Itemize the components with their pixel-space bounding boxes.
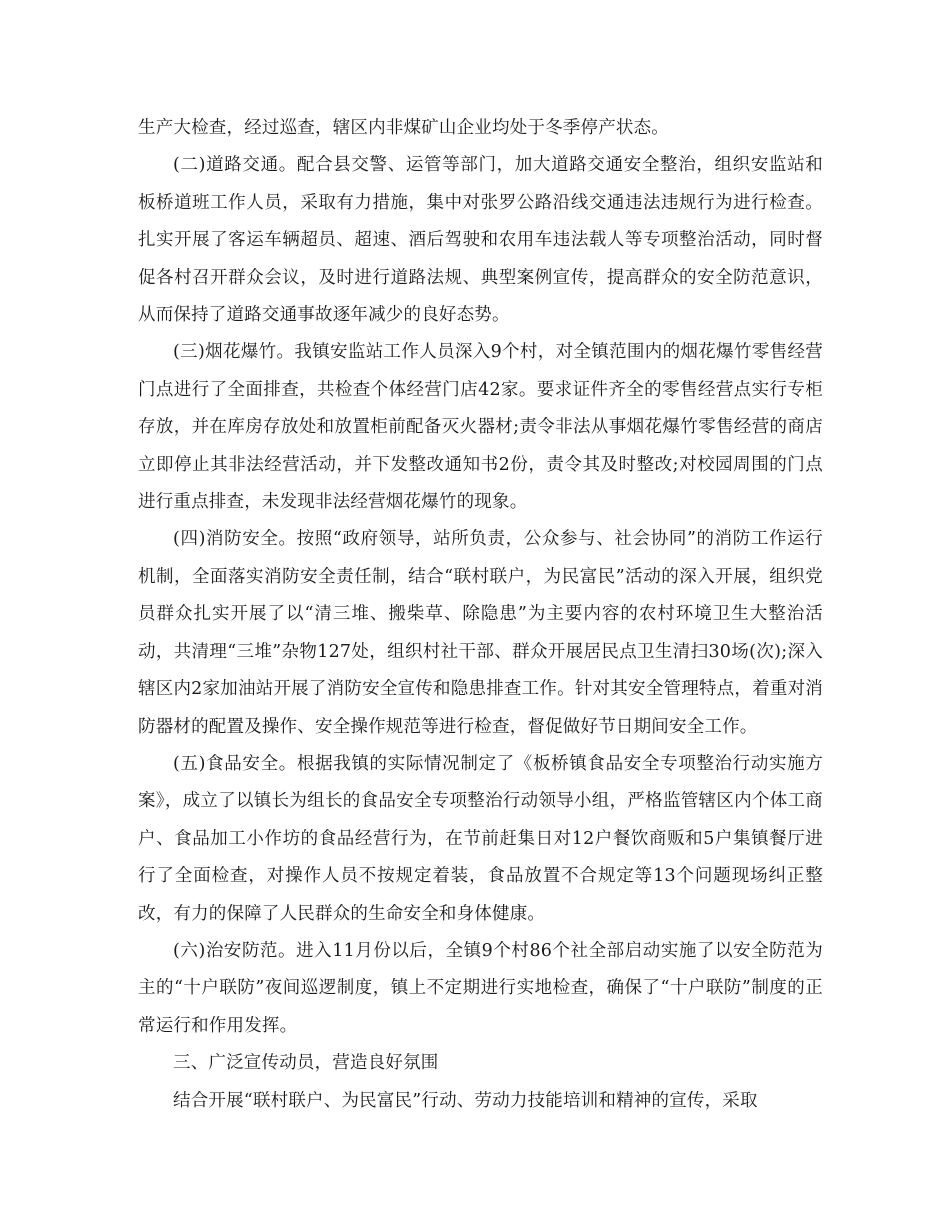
paragraph-fireworks: (三)烟花爆竹。我镇安监站工作人员深入9个村，对全镇范围内的烟花爆竹零售经营门点进行了全面排查，共检查个体经营门店42家。要求证件齐全的零售经营点实行专柜存放，并在库房存放处和放置柜前配备灭火器材;责令非法从事烟花爆竹零售经营的商店立即停止其非法经营活动，并下发整改通知书2份，责令其及时整改;对校园周围的门点进行重点排查，未发现非法经营烟花爆竹的现象。	[138, 342, 823, 513]
paragraph-road-traffic: (二)道路交通。配合县交警、运管等部门，加大道路交通安全整治，组织安监站和板桥道班工作人员，采取有力措施，集中对张罗公路沿线交通违法违规行为进行检查。扎实开展了客运车辆超员、超速、酒后驾驶和农用车违法载人等专项整治活动，同时督促各村召开群众会议，及时进行道路法规、典型案例宣传，提高群众的安全防范意识，从而保持了道路交通事故逐年减少的良好态势。	[138, 155, 823, 326]
section-heading-publicity: 三、广泛宣传动员，营造良好氛围	[173, 1053, 439, 1074]
paragraph-public-security: (六)治安防范。进入11月份以后，全镇9个村86个社全部启动实施了以安全防范为主的“十户联防”夜间巡逻制度，镇上不定期进行实地检查，确保了“十户联防”制度的正常运行和作用发挥。	[138, 940, 823, 1036]
paragraph-food-safety: (五)食品安全。根据我镇的实际情况制定了《板桥镇食品安全专项整治行动实施方案》，成立了以镇长为组长的食品安全专项整治行动领导小组，严格监管辖区内个体工商户、食品加工小作坊的食品经营行为，在节前赶集日对12户餐饮商贩和5户集镇餐厅进行了全面检查，对操作人员不按规定着装，食品放置不合规定等13个问题现场纠正整改，有力的保障了人民群众的生命安全和身体健康。	[138, 753, 823, 924]
paragraph-fire-safety: (四)消防安全。按照“政府领导，站所负责，公众参与、社会协同”的消防工作运行机制，全面落实消防安全责任制，结合“联村联户，为民富民”活动的深入开展，组织党员群众扎实开展了以“清三堆、搬柴草、除隐患”为主要内容的农村环境卫生大整治活动，共清理“三堆”杂物127处，组织村社干部、群众开展居民点卫生清扫30场(次);深入辖区内2家加油站开展了消防安全宣传和隐患排查工作。针对其安全管理特点，着重对消防器材的配置及操作、安全操作规范等进行检查，督促做好节日期间安全工作。	[138, 529, 823, 737]
paragraph-publicity: 结合开展“联村联户、为民富民”行动、劳动力技能培训和精神的宣传，采取	[173, 1090, 758, 1111]
paragraph-continuation: 生产大检查，经过巡查，辖区内非煤矿山企业均处于冬季停产状态。	[138, 118, 669, 138]
document-body	[138, 110, 823, 1120]
